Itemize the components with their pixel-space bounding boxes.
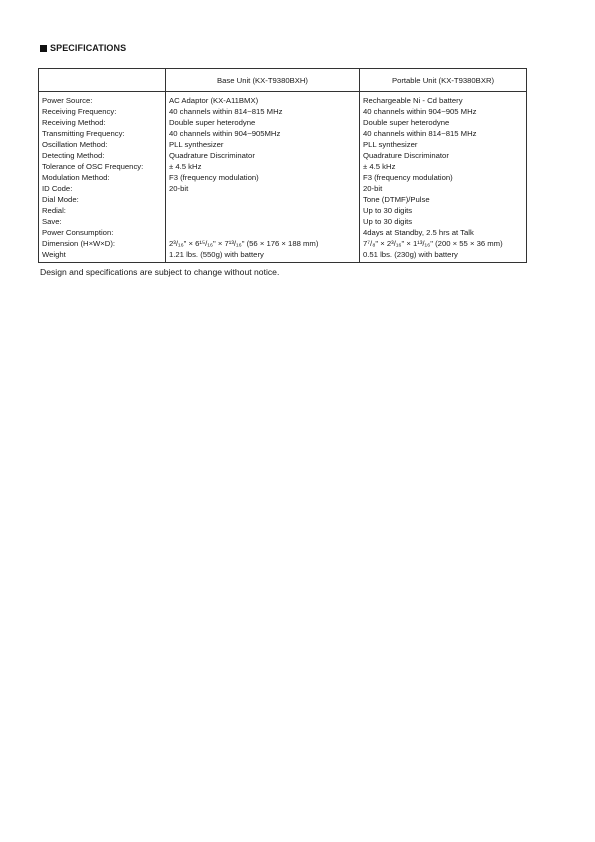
table-row xyxy=(39,139,527,150)
table-row xyxy=(39,205,527,216)
base-unit-cell: 1.21 lbs. (550g) with battery xyxy=(166,249,360,263)
portable-unit-cell: Quadrature Discriminator xyxy=(360,150,527,161)
spec-label-cell: Power Consumption: xyxy=(39,227,166,238)
spec-label-cell: Redial: xyxy=(39,205,166,216)
header-cell-base-unit: Base Unit (KX-T9380BXH) xyxy=(166,69,360,92)
spec-label-cell: Tolerance of OSC Frequency: xyxy=(39,161,166,172)
base-unit-cell: ± 4.5 kHz xyxy=(166,161,360,172)
spec-label-cell: Dial Mode: xyxy=(39,194,166,205)
table-row xyxy=(39,227,527,238)
spec-label-cell: Weight xyxy=(39,249,166,263)
portable-unit-cell: 0.51 lbs. (230g) with battery xyxy=(360,249,527,263)
table-row xyxy=(39,106,527,117)
portable-unit-cell: PLL synthesizer xyxy=(360,139,527,150)
table-row xyxy=(39,161,527,172)
table-row xyxy=(39,172,527,183)
base-unit-cell xyxy=(166,227,360,238)
base-unit-cell xyxy=(166,205,360,216)
spec-label-cell: Save: xyxy=(39,216,166,227)
table-row xyxy=(39,117,527,128)
table-header-row xyxy=(39,69,527,92)
base-unit-cell: 20-bit xyxy=(166,183,360,194)
base-unit-cell: 2³/₁₆" × 6¹⁵/₁₆" × 7¹³/₁₆" (56 × 176 × 188 mm) xyxy=(166,238,360,249)
base-unit-cell: F3 (frequency modulation) xyxy=(166,172,360,183)
header-cell-portable-unit: Portable Unit (KX-T9380BXR) xyxy=(360,69,527,92)
portable-unit-cell: 7⁷/₈" × 2³/₁₆" × 1¹³/₁₆" (200 × 55 × 36 mm) xyxy=(360,238,527,249)
bullet-square-icon xyxy=(40,45,47,52)
table-row xyxy=(39,194,527,205)
header-cell-label xyxy=(39,69,166,92)
spec-label-cell: Receiving Method: xyxy=(39,117,166,128)
spec-label-cell: ID Code: xyxy=(39,183,166,194)
table-row xyxy=(39,150,527,161)
portable-unit-cell: 4days at Standby, 2.5 hrs at Talk xyxy=(360,227,527,238)
table-row xyxy=(39,128,527,139)
section-heading xyxy=(40,43,126,53)
table-row xyxy=(39,249,527,263)
portable-unit-cell: Up to 30 digits xyxy=(360,205,527,216)
table-row xyxy=(39,183,527,194)
base-unit-cell: PLL synthesizer xyxy=(166,139,360,150)
base-unit-cell xyxy=(166,194,360,205)
base-unit-cell: AC Adaptor (KX-A11BMX) xyxy=(166,92,360,107)
portable-unit-cell: F3 (frequency modulation) xyxy=(360,172,527,183)
table-body xyxy=(39,92,527,263)
portable-unit-cell: Tone (DTMF)/Pulse xyxy=(360,194,527,205)
disclaimer-note: Design and specifications are subject to change without notice. xyxy=(40,267,280,277)
spec-label-cell: Detecting Method: xyxy=(39,150,166,161)
spec-label-cell: Power Source: xyxy=(39,92,166,107)
spec-label-cell: Dimension (H×W×D): xyxy=(39,238,166,249)
base-unit-cell xyxy=(166,216,360,227)
table-row xyxy=(39,216,527,227)
spec-label-cell: Receiving Frequency: xyxy=(39,106,166,117)
base-unit-cell: Double super heterodyne xyxy=(166,117,360,128)
portable-unit-cell: 20-bit xyxy=(360,183,527,194)
portable-unit-cell: Double super heterodyne xyxy=(360,117,527,128)
table-row xyxy=(39,92,527,107)
specifications-table xyxy=(38,68,527,263)
spec-label-cell: Oscillation Method: xyxy=(39,139,166,150)
base-unit-cell: 40 channels within 814~815 MHz xyxy=(166,106,360,117)
spec-label-cell: Transmitting Frequency: xyxy=(39,128,166,139)
base-unit-cell: Quadrature Discriminator xyxy=(166,150,360,161)
table-row xyxy=(39,238,527,249)
section-title: SPECIFICATIONS xyxy=(50,43,127,53)
portable-unit-cell: 40 channels within 814~815 MHz xyxy=(360,128,527,139)
portable-unit-cell: 40 channels within 904~905 MHz xyxy=(360,106,527,117)
portable-unit-cell: ± 4.5 kHz xyxy=(360,161,527,172)
spec-label-cell: Modulation Method: xyxy=(39,172,166,183)
base-unit-cell: 40 channels within 904~905MHz xyxy=(166,128,360,139)
portable-unit-cell: Rechargeable Ni - Cd battery xyxy=(360,92,527,107)
portable-unit-cell: Up to 30 digits xyxy=(360,216,527,227)
